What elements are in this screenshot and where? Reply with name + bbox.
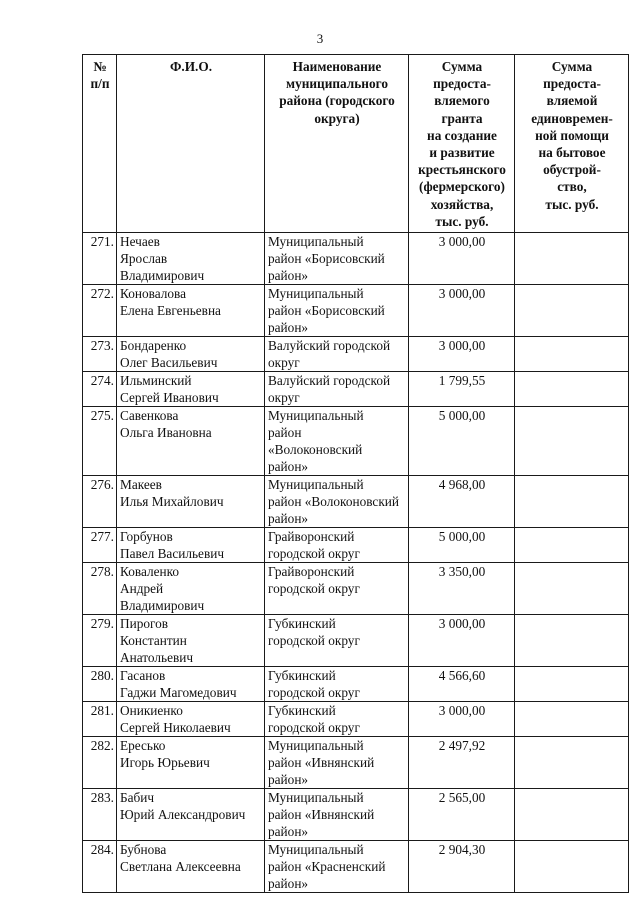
header-grant-sum: Сумма предоста- вляемого гранта на создание и развитие крестьянского (фермерского) хозяйства, тыс. руб. (409, 55, 515, 233)
cell-number: 278. (83, 563, 117, 615)
header-full-name: Ф.И.О. (117, 55, 265, 233)
cell-number: 272. (83, 285, 117, 337)
table-row (83, 702, 629, 737)
cell-grant-sum: 3 000,00 (409, 285, 515, 337)
cell-district: Валуйский городской округ (265, 372, 409, 407)
cell-full-name: Бубнова Светлана Алексеевна (117, 841, 265, 893)
page-number: 3 (316, 31, 324, 46)
cell-full-name: Оникиенко Сергей Николаевич (117, 702, 265, 737)
cell-aid-sum (515, 615, 629, 667)
cell-aid-sum (515, 841, 629, 893)
cell-grant-sum: 4 968,00 (409, 476, 515, 528)
table-body (83, 233, 629, 893)
cell-number: 277. (83, 528, 117, 563)
table-header-row (83, 55, 629, 233)
cell-grant-sum: 3 000,00 (409, 233, 515, 285)
cell-full-name: Нечаев Ярослав Владимирович (117, 233, 265, 285)
cell-aid-sum (515, 563, 629, 615)
cell-number: 276. (83, 476, 117, 528)
cell-number: 284. (83, 841, 117, 893)
cell-district: Валуйский городской округ (265, 337, 409, 372)
table-row (83, 233, 629, 285)
table-row (83, 841, 629, 893)
cell-grant-sum: 1 799,55 (409, 372, 515, 407)
cell-number: 279. (83, 615, 117, 667)
cell-grant-sum: 2 565,00 (409, 789, 515, 841)
cell-district: Губкинский городской округ (265, 667, 409, 702)
cell-full-name: Макеев Илья Михайлович (117, 476, 265, 528)
cell-aid-sum (515, 372, 629, 407)
cell-number: 283. (83, 789, 117, 841)
cell-aid-sum (515, 476, 629, 528)
cell-aid-sum (515, 407, 629, 476)
cell-grant-sum: 4 566,60 (409, 667, 515, 702)
cell-grant-sum: 3 000,00 (409, 337, 515, 372)
cell-full-name: Гасанов Гаджи Магомедович (117, 667, 265, 702)
cell-full-name: Бондаренко Олег Васильевич (117, 337, 265, 372)
table-row (83, 476, 629, 528)
cell-grant-sum: 2 497,92 (409, 737, 515, 789)
cell-district: Губкинский городской округ (265, 702, 409, 737)
cell-number: 271. (83, 233, 117, 285)
table-row (83, 337, 629, 372)
cell-aid-sum (515, 789, 629, 841)
cell-grant-sum: 3 000,00 (409, 702, 515, 737)
table-row (83, 407, 629, 476)
cell-aid-sum (515, 337, 629, 372)
table-row (83, 615, 629, 667)
cell-aid-sum (515, 737, 629, 789)
table-row (83, 737, 629, 789)
cell-aid-sum (515, 667, 629, 702)
cell-full-name: Коновалова Елена Евгеньевна (117, 285, 265, 337)
grant-recipients-table (82, 54, 629, 893)
cell-number: 281. (83, 702, 117, 737)
table-row (83, 563, 629, 615)
table-row (83, 667, 629, 702)
cell-full-name: Пирогов Константин Анатольевич (117, 615, 265, 667)
cell-grant-sum: 5 000,00 (409, 528, 515, 563)
cell-full-name: Савенкова Ольга Ивановна (117, 407, 265, 476)
cell-number: 274. (83, 372, 117, 407)
cell-district: Муниципальный район «Борисовский район» (265, 285, 409, 337)
cell-district: Муниципальный район «Красненский район» (265, 841, 409, 893)
cell-number: 275. (83, 407, 117, 476)
cell-aid-sum (515, 285, 629, 337)
cell-grant-sum: 5 000,00 (409, 407, 515, 476)
table-row (83, 789, 629, 841)
cell-number: 282. (83, 737, 117, 789)
cell-grant-sum: 2 904,30 (409, 841, 515, 893)
cell-full-name: Горбунов Павел Васильевич (117, 528, 265, 563)
cell-full-name: Коваленко Андрей Владимирович (117, 563, 265, 615)
table-row (83, 285, 629, 337)
cell-aid-sum (515, 233, 629, 285)
cell-district: Муниципальный район «Борисовский район» (265, 233, 409, 285)
cell-district: Муниципальный район «Ивнянский район» (265, 737, 409, 789)
cell-district: Губкинский городской округ (265, 615, 409, 667)
cell-full-name: Бабич Юрий Александрович (117, 789, 265, 841)
cell-number: 273. (83, 337, 117, 372)
cell-grant-sum: 3 000,00 (409, 615, 515, 667)
header-number: № п/п (83, 55, 117, 233)
table-row (83, 372, 629, 407)
cell-full-name: Ересько Игорь Юрьевич (117, 737, 265, 789)
header-district: Наименование муниципального района (городского округа) (265, 55, 409, 233)
cell-number: 280. (83, 667, 117, 702)
cell-aid-sum (515, 528, 629, 563)
cell-district: Муниципальный район «Ивнянский район» (265, 789, 409, 841)
cell-district: Муниципальный район «Волоконовский район» (265, 407, 409, 476)
header-aid-sum: Сумма предоста- вляемой единовремен- ной помощи на бытовое обустрой- ство, тыс. руб. (515, 55, 629, 233)
table-row (83, 528, 629, 563)
cell-district: Грайворонский городской округ (265, 528, 409, 563)
cell-full-name: Ильминский Сергей Иванович (117, 372, 265, 407)
cell-grant-sum: 3 350,00 (409, 563, 515, 615)
cell-aid-sum (515, 702, 629, 737)
cell-district: Грайворонский городской округ (265, 563, 409, 615)
cell-district: Муниципальный район «Волоконовский район» (265, 476, 409, 528)
